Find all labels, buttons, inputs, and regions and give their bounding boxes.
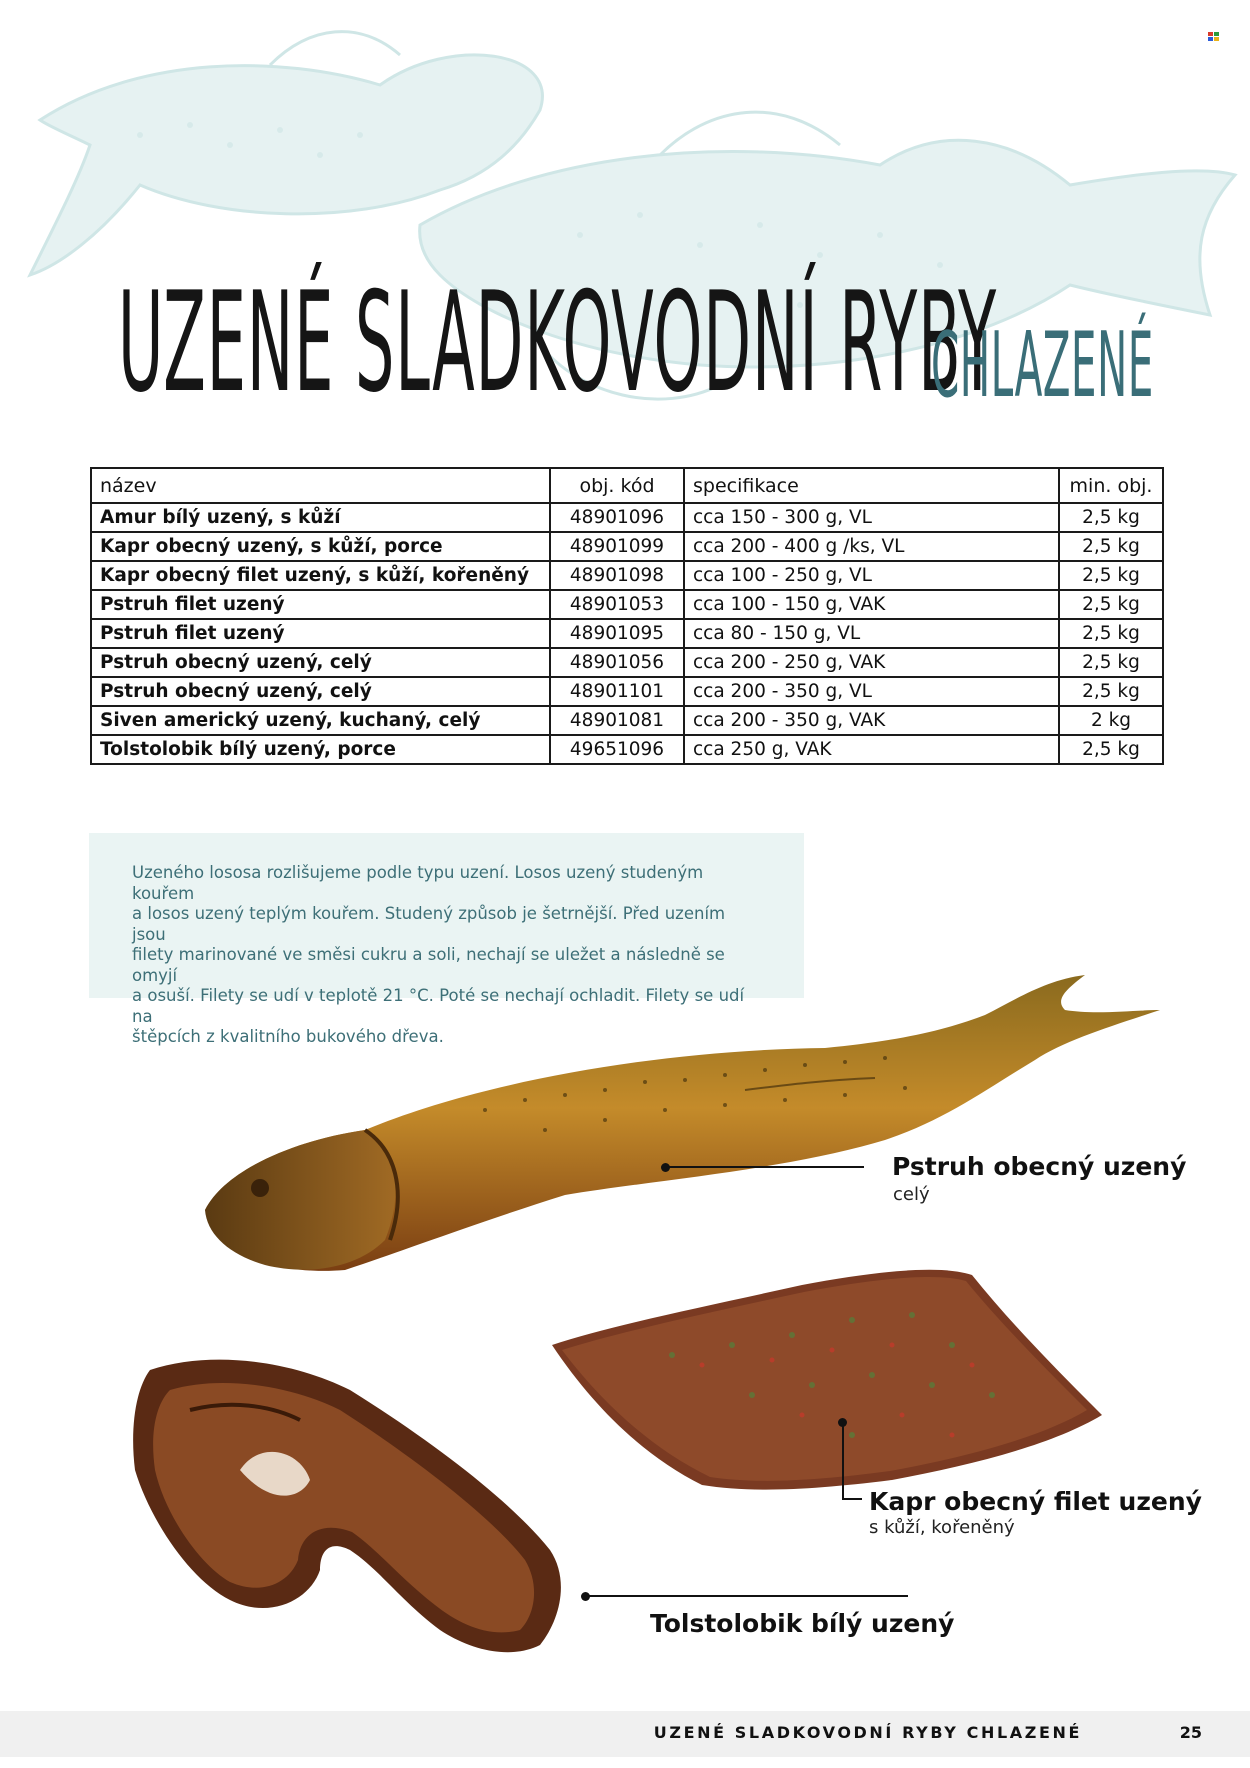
cell-spec: cca 100 - 250 g, VL [684,561,1059,590]
cell-name: Tolstolobik bílý uzený, porce [91,735,550,764]
cell-min: 2,5 kg [1059,561,1163,590]
cell-min: 2,5 kg [1059,590,1163,619]
cell-name: Pstruh obecný uzený, celý [91,648,550,677]
brand-logo-icon [1208,32,1220,42]
cell-name: Pstruh filet uzený [91,590,550,619]
callout-label-trout: Pstruh obecný uzený [892,1152,1187,1181]
info-line: filety marinované ve směsi cukru a soli, nechají se uležet a následně se omyjí [132,945,725,985]
cell-code: 48901081 [550,706,684,735]
cell-name: Pstruh filet uzený [91,619,550,648]
cell-min: 2,5 kg [1059,503,1163,532]
table-row [91,532,1163,561]
cell-name: Kapr obecný uzený, s kůží, porce [91,532,550,561]
cell-code: 49651096 [550,735,684,764]
cell-min: 2,5 kg [1059,677,1163,706]
cell-min: 2,5 kg [1059,735,1163,764]
page-number: 25 [1179,1723,1202,1742]
product-table [90,467,1164,765]
info-line: a osuší. Filety se udí v teplotě 21 °C. Poté se nechají ochladit. Filety se udí na [132,986,745,1026]
cell-spec: cca 80 - 150 g, VL [684,619,1059,648]
column-header-code: obj. kód [550,468,684,503]
cell-name: Siven americký uzený, kuchaný, celý [91,706,550,735]
callout-sublabel-carp: s kůží, kořeněný [869,1517,1015,1538]
callout-label-bighead: Tolstolobik bílý uzený [650,1609,955,1638]
callout-line-trout [666,1166,864,1168]
cell-code: 48901099 [550,532,684,561]
cell-spec: cca 200 - 250 g, VAK [684,648,1059,677]
cell-min: 2,5 kg [1059,532,1163,561]
callout-label-carp: Kapr obecný filet uzený [869,1487,1202,1516]
cell-spec: cca 150 - 300 g, VL [684,503,1059,532]
page-title-main: UZENÉ SLADKOVODNÍ RYBY [118,262,998,423]
smoked-trout-photo [185,970,1165,1290]
cell-code: 48901053 [550,590,684,619]
bighead-carp-steak-photo [130,1350,630,1670]
table-header-row [91,468,1163,503]
info-line: a losos uzený teplým kouřem. Studený způsob je šetrnější. Před uzením jsou [132,904,726,944]
column-header-name: název [91,468,550,503]
cell-spec: cca 200 - 350 g, VAK [684,706,1059,735]
cell-spec: cca 100 - 150 g, VAK [684,590,1059,619]
cell-spec: cca 200 - 400 g /ks, VL [684,532,1059,561]
footer-title: UZENÉ SLADKOVODNÍ RYBY CHLAZENÉ [653,1723,1082,1742]
info-line: Uzeného lososa rozlišujeme podle typu uzení. Losos uzený studeným kouřem [132,863,704,903]
callout-line-carp-horizontal [842,1498,862,1500]
table-row [91,706,1163,735]
cell-name: Amur bílý uzený, s kůží [91,503,550,532]
table-row [91,735,1163,764]
cell-min: 2,5 kg [1059,648,1163,677]
carp-fillet-photo [552,1265,1112,1495]
cell-min: 2 kg [1059,706,1163,735]
callout-line-carp-vertical [842,1422,844,1500]
cell-spec: cca 250 g, VAK [684,735,1059,764]
cell-code: 48901098 [550,561,684,590]
cell-name: Pstruh obecný uzený, celý [91,677,550,706]
cell-code: 48901096 [550,503,684,532]
page-title-sub: CHLAZENÉ [931,313,1154,418]
page-footer [0,1711,1250,1757]
column-header-min: min. obj. [1059,468,1163,503]
cell-name: Kapr obecný filet uzený, s kůží, kořeněný [91,561,550,590]
table-row [91,503,1163,532]
info-line: štěpcích z kvalitního bukového dřeva. [132,1027,444,1046]
table-row [91,619,1163,648]
page-title [118,258,1154,428]
callout-line-bighead [585,1595,908,1597]
cell-code: 48901095 [550,619,684,648]
table-row [91,648,1163,677]
table-row [91,590,1163,619]
column-header-spec: specifikace [684,468,1059,503]
cell-min: 2,5 kg [1059,619,1163,648]
table-row [91,677,1163,706]
callout-sublabel-trout: celý [893,1184,930,1205]
table-row [91,561,1163,590]
cell-spec: cca 200 - 350 g, VL [684,677,1059,706]
cell-code: 48901101 [550,677,684,706]
cell-code: 48901056 [550,648,684,677]
